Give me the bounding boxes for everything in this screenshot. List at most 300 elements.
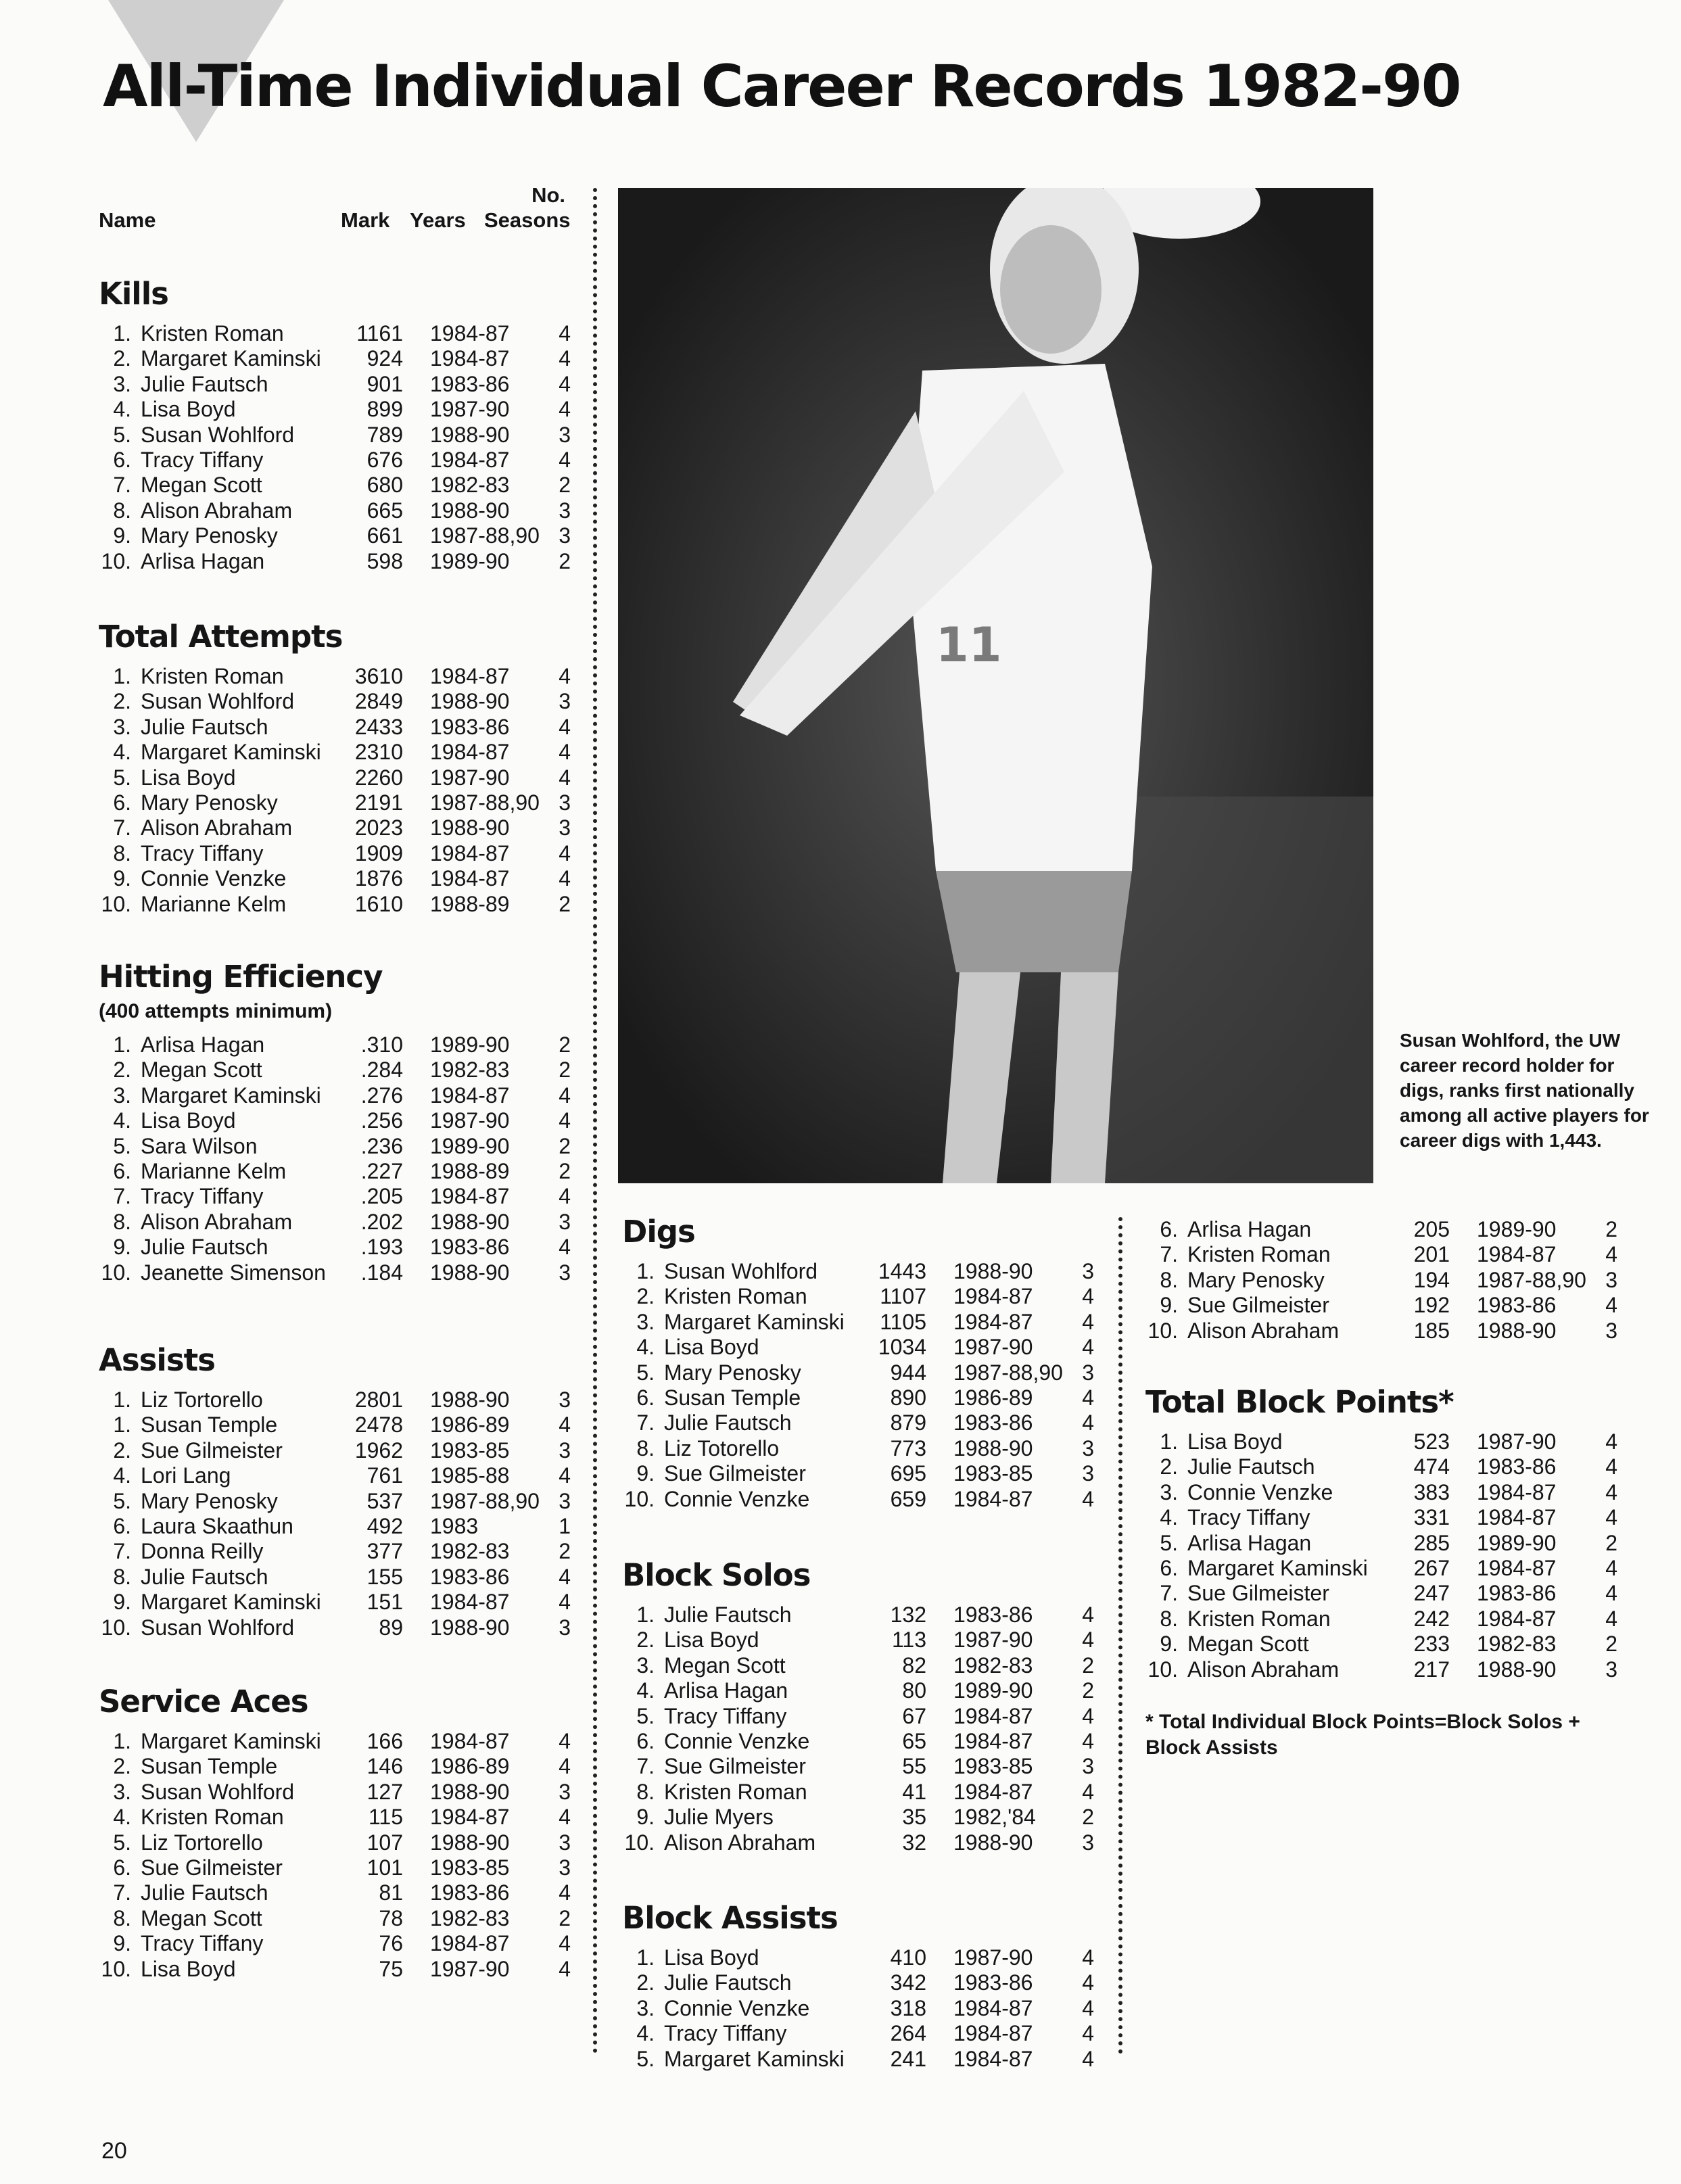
seasons-cell: 4 (559, 346, 571, 371)
mark-cell: 598 (366, 548, 403, 573)
player-name-cell: Sue Gilmeister (141, 1855, 283, 1880)
table-row (622, 1259, 1095, 1284)
rank-cell: 6. (113, 1855, 131, 1880)
mark-cell: 2023 (354, 815, 403, 840)
years-cell: 1987-90 (430, 765, 510, 790)
years-cell: 1984-87 (430, 840, 510, 865)
mark-cell: 217 (1413, 1657, 1450, 1682)
mark-cell: 205 (1413, 1217, 1450, 1241)
player-name-cell: Julie Fautsch (141, 1564, 268, 1589)
rank-cell: 10. (101, 548, 131, 573)
mark-cell: 1610 (354, 891, 403, 916)
seasons-cell: 3 (559, 1488, 571, 1513)
years-cell: 1987-90 (953, 1335, 1033, 1360)
player-name-cell: Susan Temple (141, 1754, 278, 1779)
table-row (99, 1830, 572, 1855)
player-name-cell: Sue Gilmeister (141, 1438, 283, 1463)
player-name-cell: Tracy Tiffany (141, 447, 264, 472)
years-cell: 1989-90 (953, 1678, 1033, 1703)
rank-cell: 10. (101, 1956, 131, 1981)
mark-cell: 899 (366, 397, 403, 422)
mark-cell: 146 (366, 1754, 403, 1779)
table-row (622, 1653, 1095, 1678)
table-row (99, 346, 572, 371)
player-name-cell: Connie Venzke (664, 1995, 810, 2020)
rank-cell: 1. (113, 1413, 131, 1438)
mark-cell: 924 (366, 346, 403, 371)
rank-cell: 2. (113, 1754, 131, 1779)
table-row (99, 689, 572, 714)
rank-cell: 4. (113, 740, 131, 765)
rank-cell: 4. (636, 1335, 655, 1360)
years-cell: 1984-87 (430, 1184, 510, 1209)
table-row (99, 1957, 572, 1982)
player-name-cell: Lisa Boyd (664, 1628, 759, 1653)
seasons-cell: 4 (1605, 1555, 1617, 1580)
seasons-cell: 4 (559, 664, 571, 688)
player-name-cell: Marianne Kelm (141, 1158, 287, 1183)
mark-cell: 695 (890, 1461, 926, 1486)
table-row (1145, 1531, 1619, 1556)
table-row (622, 1780, 1095, 1805)
seasons-cell: 3 (559, 1209, 571, 1234)
years-cell: 1985-88 (430, 1463, 510, 1488)
rank-cell: 5. (636, 1360, 655, 1385)
player-name-cell: Susan Temple (664, 1385, 801, 1410)
years-cell: 1983 (430, 1513, 479, 1538)
rank-cell: 4. (636, 1678, 655, 1703)
seasons-cell: 3 (1082, 1830, 1094, 1855)
mark-cell: 241 (890, 2046, 926, 2071)
years-cell: 1988-90 (430, 1387, 510, 1412)
player-name-cell: Susan Wohlford (141, 689, 295, 714)
rank-cell: 4. (113, 1463, 131, 1488)
section-block-assists (622, 1900, 1095, 2072)
player-name-cell: Julie Fautsch (141, 1235, 268, 1260)
years-cell: 1982-83 (430, 1905, 510, 1930)
years-cell: 1987-88,90 (430, 523, 540, 548)
table-row (622, 1830, 1095, 1855)
rank-cell: 8. (113, 1209, 131, 1234)
mark-cell: 115 (368, 1805, 403, 1830)
player-name-cell: Megan Scott (141, 1905, 262, 1930)
rank-cell: 9. (1160, 1632, 1178, 1657)
player-name-cell: Connie Venzke (664, 1486, 810, 1511)
seasons-cell: 4 (1082, 2021, 1094, 2046)
seasons-cell: 2 (559, 1133, 571, 1158)
seasons-cell: 4 (1082, 2046, 1094, 2071)
years-cell: 1984-87 (953, 1779, 1033, 1804)
player-name-cell: Julie Fautsch (664, 1970, 792, 1995)
rank-cell: 10. (101, 1260, 131, 1285)
rank-cell: 5. (636, 1703, 655, 1728)
player-name-cell: Tracy Tiffany (141, 1931, 264, 1956)
years-cell: 1984-87 (953, 1486, 1033, 1511)
years-cell: 1983-86 (953, 1970, 1033, 1995)
rank-cell: 6. (113, 1513, 131, 1538)
table-row (99, 1489, 572, 1514)
table-row (99, 1565, 572, 1590)
table-row (99, 1387, 572, 1413)
mark-cell: 201 (1413, 1242, 1450, 1267)
mark-cell: 166 (366, 1729, 403, 1753)
rank-cell: 6. (1160, 1217, 1178, 1241)
rank-cell: 7. (1160, 1581, 1178, 1606)
years-cell: 1989-90 (1477, 1217, 1557, 1241)
table-row (99, 1184, 572, 1209)
rank-cell: 4. (636, 2021, 655, 2046)
rank-cell: 3. (113, 1779, 131, 1804)
seasons-cell: 4 (559, 1235, 571, 1260)
table-row (622, 1603, 1095, 1628)
years-cell: 1984-87 (430, 1805, 510, 1830)
years-cell: 1988-89 (430, 891, 510, 916)
years-cell: 1987-88,90 (430, 790, 540, 815)
rank-cell: 8. (636, 1435, 655, 1461)
page-number: 20 (101, 2138, 127, 2164)
player-name-cell: Tracy Tiffany (664, 1703, 787, 1728)
rank-cell: 10. (1147, 1318, 1178, 1343)
table-row (99, 1463, 572, 1488)
seasons-cell: 4 (1082, 1309, 1094, 1334)
player-name-cell: Susan Wohlford (141, 1779, 295, 1804)
mark-cell: .184 (360, 1260, 403, 1285)
player-name-cell: Tracy Tiffany (141, 840, 264, 865)
table-row (99, 1108, 572, 1133)
mark-cell: 523 (1413, 1429, 1450, 1454)
table-row (99, 498, 572, 523)
player-name-cell: Kristen Roman (141, 1805, 284, 1830)
seasons-cell: 4 (1082, 1335, 1094, 1360)
table-row (99, 740, 572, 765)
player-name-cell: Sue Gilmeister (664, 1754, 806, 1779)
seasons-cell: 3 (1082, 1461, 1094, 1486)
seasons-cell: 4 (1605, 1454, 1617, 1479)
rank-cell: 7. (113, 1184, 131, 1209)
player-name-cell: Margaret Kaminski (1187, 1555, 1368, 1580)
table-row (99, 523, 572, 548)
years-cell: 1983-86 (1477, 1454, 1557, 1479)
table-row (99, 321, 572, 346)
rank-cell: 6. (113, 447, 131, 472)
section-title: Block Assists (622, 1900, 838, 1936)
years-cell: 1988-90 (430, 1779, 510, 1804)
rank-cell: 8. (113, 1905, 131, 1930)
player-name-cell: Julie Fautsch (141, 371, 268, 396)
rank-cell: 5. (113, 765, 131, 790)
rank-cell: 3. (1160, 1479, 1178, 1504)
player-name-cell: Kristen Roman (664, 1284, 807, 1309)
player-name-cell: Liz Totorello (664, 1435, 780, 1461)
mark-cell: 132 (890, 1603, 926, 1627)
mark-cell: 32 (902, 1830, 926, 1855)
seasons-cell: 4 (559, 1564, 571, 1589)
seasons-cell: 4 (559, 1880, 571, 1905)
seasons-cell: 4 (559, 1083, 571, 1108)
rank-cell: 1. (113, 321, 131, 346)
rank-cell: 10. (624, 1486, 655, 1511)
mark-cell: 185 (1413, 1318, 1450, 1343)
years-cell: 1983-86 (1477, 1581, 1557, 1606)
player-name-cell: Tracy Tiffany (141, 1184, 264, 1209)
seasons-cell: 4 (559, 866, 571, 891)
seasons-cell: 4 (559, 1184, 571, 1209)
mark-cell: 410 (890, 1945, 926, 1970)
rank-cell: 1. (113, 1729, 131, 1753)
seasons-cell: 2 (559, 473, 571, 498)
years-cell: 1989-90 (1477, 1530, 1557, 1555)
years-cell: 1984-87 (953, 1284, 1033, 1309)
player-name-cell: Alison Abraham (1187, 1318, 1340, 1343)
mark-cell: 2433 (354, 714, 403, 739)
player-name-cell: Connie Venzke (141, 866, 287, 891)
table-row (99, 790, 572, 815)
player-name-cell: Lisa Boyd (141, 1108, 236, 1133)
table-row (99, 1780, 572, 1805)
seasons-cell: 3 (1605, 1318, 1617, 1343)
table-row (622, 1410, 1095, 1435)
table-row (1145, 1319, 1619, 1344)
player-name-cell: Sue Gilmeister (1187, 1581, 1329, 1606)
player-name-cell: Laura Skaathun (141, 1513, 293, 1538)
table-row (1145, 1657, 1619, 1682)
seasons-cell: 4 (1082, 1486, 1094, 1511)
mark-cell: .205 (360, 1184, 403, 1209)
player-name-cell: Megan Scott (1187, 1632, 1309, 1657)
mark-cell: 331 (1413, 1505, 1450, 1530)
mark-cell: 127 (366, 1779, 403, 1804)
player-name-cell: Kristen Roman (141, 664, 284, 688)
years-cell: 1988-90 (953, 1259, 1033, 1283)
seasons-cell: 4 (559, 765, 571, 790)
jersey-number: 11 (936, 617, 1002, 673)
section-title: Total Attempts (99, 619, 343, 655)
section-title: Service Aces (99, 1684, 308, 1719)
seasons-cell: 4 (559, 397, 571, 422)
mark-cell: 82 (902, 1653, 926, 1678)
volleyball-player-photo (618, 188, 1373, 1183)
years-cell: 1983-85 (430, 1855, 510, 1880)
player-name-cell: Connie Venzke (1187, 1479, 1333, 1504)
rank-cell: 3. (636, 1995, 655, 2020)
years-cell: 1984-87 (1477, 1242, 1557, 1267)
rank-cell: 2. (636, 1970, 655, 1995)
rank-cell: 4. (113, 1108, 131, 1133)
years-cell: 1987-88,90 (1477, 1267, 1586, 1292)
player-name-cell: Alison Abraham (141, 1209, 293, 1234)
player-name-cell: Margaret Kaminski (664, 1309, 845, 1334)
section-assists (99, 1342, 572, 1640)
mark-cell: 194 (1413, 1267, 1450, 1292)
table-row (99, 1210, 572, 1235)
seasons-cell: 4 (559, 1805, 571, 1830)
rank-cell: 1. (113, 664, 131, 688)
table-row (1145, 1480, 1619, 1505)
seasons-cell: 3 (559, 1615, 571, 1640)
rank-cell: 2. (113, 689, 131, 714)
mark-cell: 2478 (354, 1413, 403, 1438)
player-name-cell: Liz Tortorello (141, 1387, 263, 1412)
player-name-cell: Mary Penosky (141, 790, 278, 815)
table-row (99, 1729, 572, 1754)
player-name-cell: Tracy Tiffany (1187, 1505, 1310, 1530)
mark-cell: 318 (890, 1995, 926, 2020)
mark-cell: 383 (1413, 1479, 1450, 1504)
mark-cell: .284 (360, 1058, 403, 1083)
player-name-cell: Julie Fautsch (141, 1880, 268, 1905)
years-cell: 1984-87 (430, 1729, 510, 1753)
seasons-cell: 2 (559, 891, 571, 916)
years-cell: 1986-89 (430, 1754, 510, 1779)
years-cell: 1983-86 (430, 371, 510, 396)
player-name-cell: Julie Myers (664, 1805, 774, 1830)
seasons-cell: 2 (1082, 1653, 1094, 1678)
seasons-cell: 2 (1082, 1678, 1094, 1703)
table-row (99, 715, 572, 740)
player-name-cell: Arlisa Hagan (141, 548, 265, 573)
mark-cell: 192 (1413, 1293, 1450, 1318)
table-row (99, 892, 572, 917)
years-cell: 1984-87 (430, 447, 510, 472)
seasons-cell: 4 (1082, 1284, 1094, 1309)
years-cell: 1984-87 (430, 740, 510, 765)
header-mark: Mark (341, 208, 390, 232)
mark-cell: 242 (1413, 1606, 1450, 1631)
rank-cell: 5. (113, 1830, 131, 1855)
player-name-cell: Margaret Kaminski (141, 1590, 321, 1615)
mark-cell: 35 (902, 1805, 926, 1830)
section-block-solos (622, 1557, 1095, 1855)
rank-cell: 9. (636, 1461, 655, 1486)
seasons-cell: 4 (1082, 1628, 1094, 1653)
table-row (622, 1487, 1095, 1512)
player-name-cell: Margaret Kaminski (141, 346, 321, 371)
seasons-cell: 3 (1082, 1754, 1094, 1779)
mark-cell: 267 (1413, 1555, 1450, 1580)
table-row (622, 1996, 1095, 2021)
years-cell: 1982-83 (430, 473, 510, 498)
rank-cell: 6. (113, 1158, 131, 1183)
seasons-cell: 4 (1605, 1606, 1617, 1631)
rank-cell: 1. (636, 1259, 655, 1283)
player-name-cell: Alison Abraham (1187, 1657, 1340, 1682)
rank-cell: 6. (1160, 1555, 1178, 1580)
seasons-cell: 3 (1082, 1435, 1094, 1461)
table-row (622, 1970, 1095, 1995)
years-cell: 1987-90 (953, 1628, 1033, 1653)
seasons-cell: 3 (559, 1779, 571, 1804)
rank-cell: 6. (636, 1728, 655, 1753)
rank-cell: 8. (113, 1564, 131, 1589)
column-divider-right (1118, 1217, 1122, 2054)
years-cell: 1984-87 (1477, 1479, 1557, 1504)
table-row (99, 448, 572, 473)
years-cell: 1988-90 (430, 498, 510, 523)
seasons-cell: 2 (559, 1032, 571, 1057)
player-name-cell: Lisa Boyd (664, 1945, 759, 1970)
mark-cell: 41 (902, 1779, 926, 1804)
seasons-cell: 4 (559, 1754, 571, 1779)
years-cell: 1983-85 (953, 1754, 1033, 1779)
footnote: * Total Individual Block Points=Block Solos + Block Assists (1145, 1711, 1580, 1759)
seasons-cell: 4 (559, 321, 571, 346)
player-name-cell: Megan Scott (664, 1653, 786, 1678)
seasons-cell: 4 (1082, 1385, 1094, 1410)
mark-cell: 2191 (354, 790, 403, 815)
seasons-cell: 2 (559, 1905, 571, 1930)
rank-cell: 5. (636, 2046, 655, 2071)
mark-cell: 55 (902, 1754, 926, 1779)
table-row (1145, 1556, 1619, 1581)
seasons-cell: 3 (559, 1855, 571, 1880)
table-row (622, 2047, 1095, 2072)
years-cell: 1986-89 (430, 1413, 510, 1438)
seasons-cell: 3 (559, 523, 571, 548)
rank-cell: 9. (1160, 1293, 1178, 1318)
years-cell: 1987-88,90 (430, 1488, 540, 1513)
player-name-cell: Lisa Boyd (141, 1956, 236, 1981)
seasons-cell: 4 (1605, 1293, 1617, 1318)
section-title: Digs (622, 1214, 695, 1250)
table-row (1145, 1293, 1619, 1318)
column-divider-left (593, 188, 597, 2054)
rank-cell: 1. (636, 1945, 655, 1970)
rank-cell: 3. (113, 714, 131, 739)
years-cell: 1987-90 (430, 1956, 510, 1981)
player-name-cell: Mary Penosky (664, 1360, 801, 1385)
rank-cell: 7. (113, 815, 131, 840)
years-cell: 1984-87 (430, 1590, 510, 1615)
table-row (99, 1159, 572, 1184)
years-cell: 1982,'84 (953, 1805, 1036, 1830)
years-cell: 1983-86 (1477, 1293, 1557, 1318)
rank-cell: 10. (1147, 1657, 1178, 1682)
player-name-cell: Lisa Boyd (141, 397, 236, 422)
seasons-cell: 4 (559, 1956, 571, 1981)
rank-cell: 2. (1160, 1454, 1178, 1479)
section-title: Hitting Efficiency (99, 959, 383, 995)
years-cell: 1982-83 (1477, 1632, 1557, 1657)
mark-cell: 377 (366, 1539, 403, 1564)
header-no: No. (531, 183, 565, 207)
seasons-cell: 4 (559, 371, 571, 396)
table-row (99, 1754, 572, 1779)
years-cell: 1984-87 (1477, 1555, 1557, 1580)
player-name-cell: Margaret Kaminski (141, 740, 321, 765)
player-name-cell: Susan Temple (141, 1413, 278, 1438)
section-block-assists-continued (1145, 1217, 1619, 1344)
mark-cell: 78 (379, 1905, 403, 1930)
section-title: Block Solos (622, 1557, 811, 1593)
table-row (622, 1704, 1095, 1729)
table-row (99, 1590, 572, 1615)
table-row (1145, 1217, 1619, 1242)
section-title: Total Block Points* (1145, 1384, 1454, 1420)
years-cell: 1984-87 (430, 346, 510, 371)
player-name-cell: Mary Penosky (1187, 1267, 1325, 1292)
table-row (99, 1235, 572, 1260)
player-name-cell: Megan Scott (141, 1058, 262, 1083)
mark-cell: .256 (360, 1108, 403, 1133)
player-name-cell: Liz Tortorello (141, 1830, 263, 1855)
seasons-cell: 3 (559, 498, 571, 523)
years-cell: 1988-90 (430, 1830, 510, 1855)
seasons-cell: 3 (1605, 1267, 1617, 1292)
seasons-cell: 4 (1605, 1242, 1617, 1267)
years-cell: 1988-90 (430, 1615, 510, 1640)
seasons-cell: 4 (559, 840, 571, 865)
mark-cell: 492 (366, 1513, 403, 1538)
